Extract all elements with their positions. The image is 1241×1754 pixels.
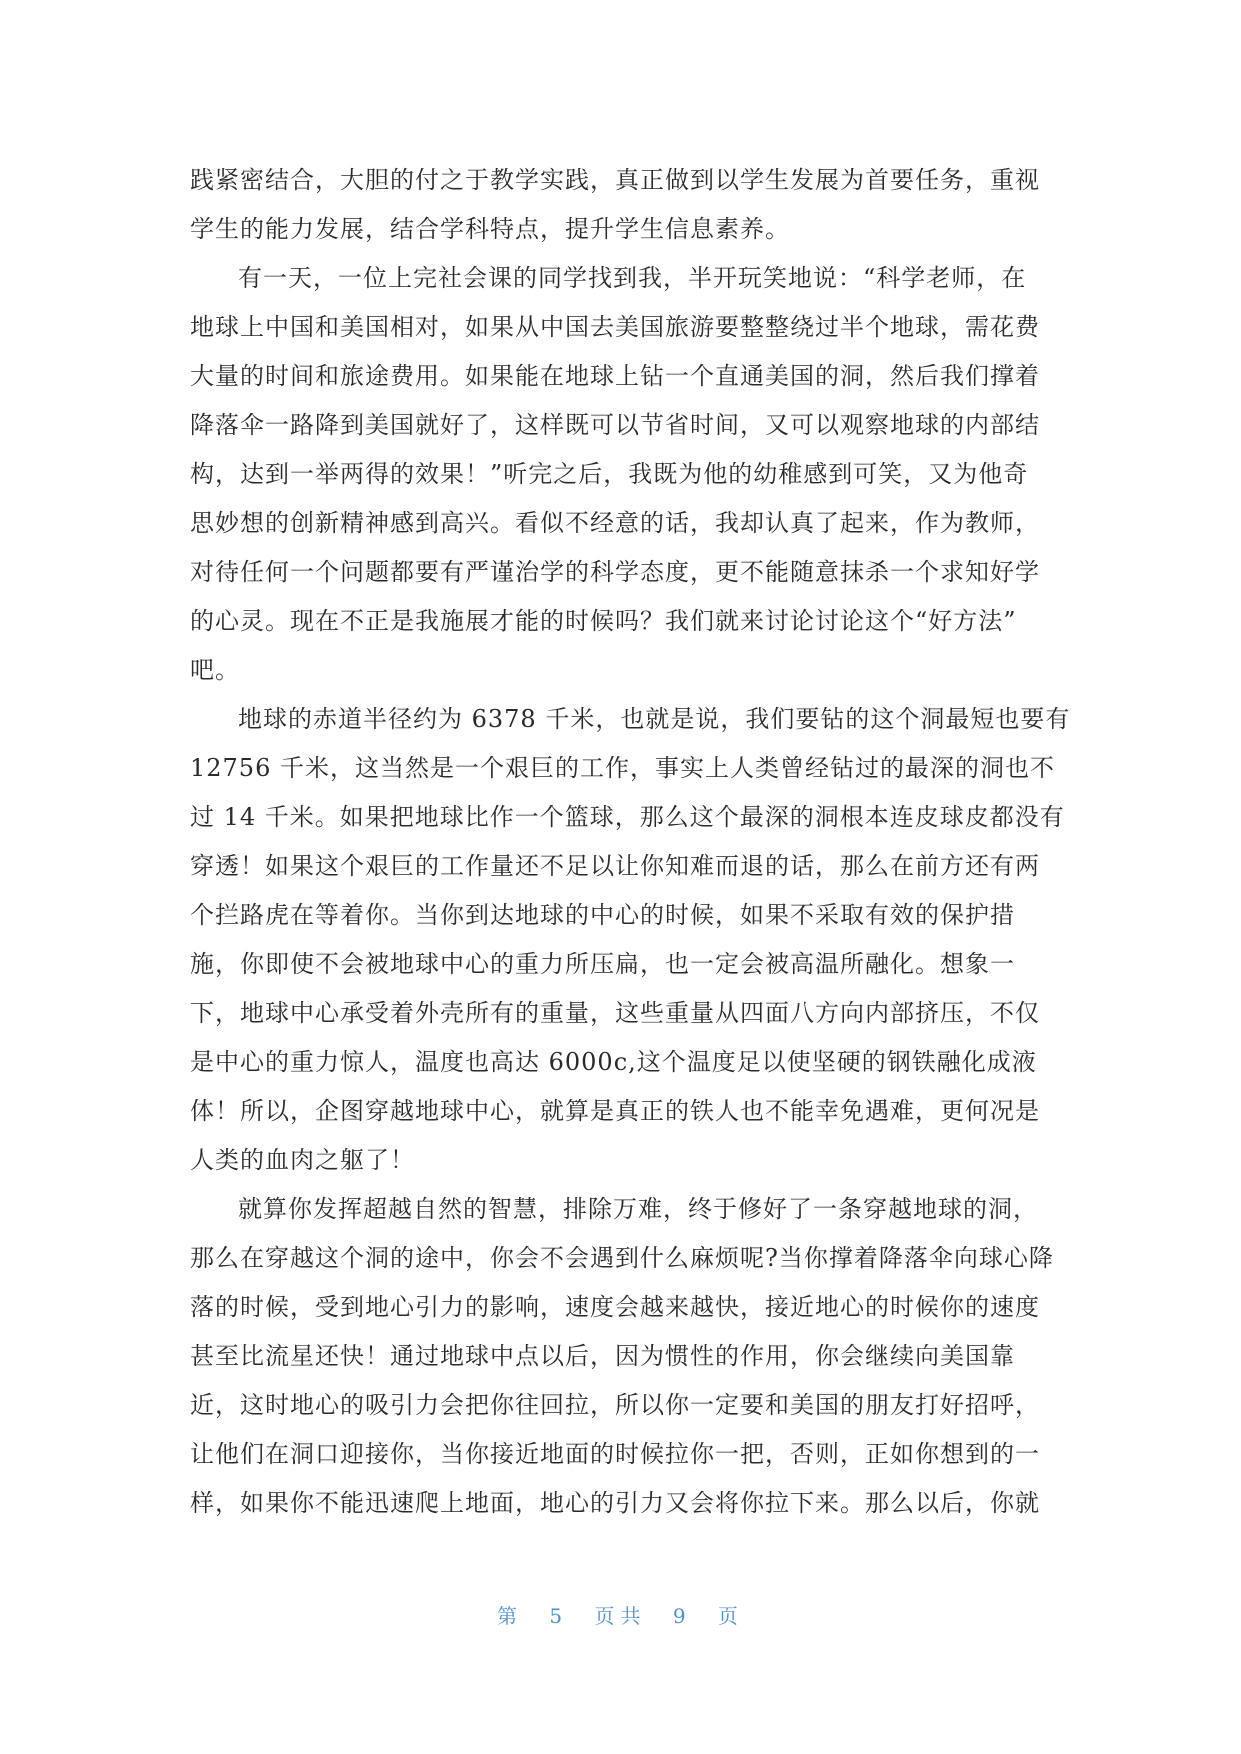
text-line: 学生的能力发展，结合学科特点，提升学生信息素养。 <box>190 215 790 243</box>
text-line: 12756 千米，这当然是一个艰巨的工作，事实上人类曾经钻过的最深的洞也不 <box>190 754 1055 782</box>
text-line: 让他们在洞口迎接你，当你接近地面的时候拉你一把，否则，正如你想到的一 <box>190 1440 1040 1468</box>
text-line: 吧。 <box>190 656 240 684</box>
text-line: 人类的血肉之躯了！ <box>190 1146 415 1174</box>
text-line: 体！所以，企图穿越地球中心，就算是真正的铁人也不能幸免遇难，更何况是 <box>190 1097 1040 1125</box>
text-line: 就算你发挥超越自然的智慧，排除万难，终于修好了一条穿越地球的洞， <box>238 1195 1038 1223</box>
text-line: 甚至比流星还快！通过地球中点以后，因为惯性的作用，你会继续向美国靠 <box>190 1342 1015 1370</box>
text-line: 穿透！如果这个艰巨的工作量还不足以让你知难而退的话，那么在前方还有两 <box>190 852 1040 880</box>
text-line: 近，这时地心的吸引力会把你往回拉，所以你一定要和美国的朋友打好招呼， <box>190 1391 1040 1419</box>
text-line: 有一天，一位上完社会课的同学找到我，半开玩笑地说：“科学老师，在 <box>238 264 1027 292</box>
text-line: 样，如果你不能迅速爬上地面，地心的引力又会将你拉下来。那么以后，你就 <box>190 1489 1040 1517</box>
text-line: 思妙想的创新精神感到高兴。看似不经意的话，我却认真了起来，作为教师， <box>190 509 1040 537</box>
text-line: 施，你即使不会被地球中心的重力所压扁，也一定会被高温所融化。想象一 <box>190 950 1015 978</box>
text-line: 下，地球中心承受着外壳所有的重量，这些重量从四面八方向内部挤压，不仅 <box>190 999 1040 1027</box>
text-line: 的心灵。现在不正是我施展才能的时候吗？我们就来讨论讨论这个“好方法” <box>190 607 1017 635</box>
text-line: 地球上中国和美国相对，如果从中国去美国旅游要整整绕过半个地球，需花费 <box>190 313 1040 341</box>
text-line: 地球的赤道半径约为 6378 千米，也就是说，我们要钻的这个洞最短也要有 <box>238 705 1071 733</box>
text-line: 是中心的重力惊人，温度也高达 6000c,这个温度足以使坚硬的钢铁融化成液 <box>190 1048 1037 1076</box>
page-number-footer: 第 5 页共 9 页 <box>497 1604 744 1628</box>
text-line: 构，达到一举两得的效果！”听完之后，我既为他的幼稚感到可笑，又为他奇 <box>190 460 1029 488</box>
text-line: 落的时候，受到地心引力的影响，速度会越来越快，接近地心的时候你的速度 <box>190 1293 1040 1321</box>
text-line: 践紧密结合，大胆的付之于教学实践，真正做到以学生发展为首要任务，重视 <box>190 166 1040 194</box>
text-line: 对待任何一个问题都要有严谨治学的科学态度，更不能随意抹杀一个求知好学 <box>190 558 1040 586</box>
text-line: 那么在穿越这个洞的途中，你会不会遇到什么麻烦呢?当你撑着降落伞向球心降 <box>190 1244 1054 1272</box>
body-text <box>190 156 1071 1528</box>
text-line: 降落伞一路降到美国就好了，这样既可以节省时间，又可以观察地球的内部结 <box>190 411 1040 439</box>
text-line: 个拦路虎在等着你。当你到达地球的中心的时候，如果不采取有效的保护措 <box>190 901 1015 929</box>
text-line: 过 14 千米。如果把地球比作一个篮球，那么这个最深的洞根本连皮球皮都没有 <box>190 803 1065 831</box>
text-line: 大量的时间和旅途费用。如果能在地球上钻一个直通美国的洞，然后我们撑着 <box>190 362 1040 390</box>
